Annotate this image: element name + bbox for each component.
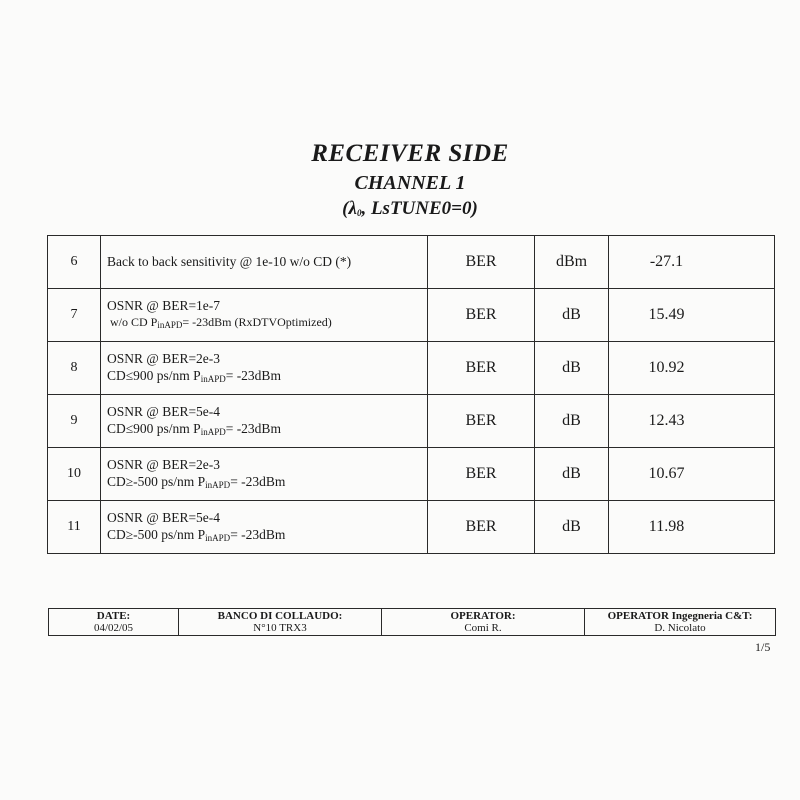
row-number: 11 <box>48 501 101 554</box>
description-line: OSNR @ BER=5e-4 <box>107 509 221 525</box>
parameter-cell: BER <box>428 342 535 395</box>
parameter-cell: BER <box>428 448 535 501</box>
description-condition: CD≥-500 ps/nm $P_{inAPD}= -23dBm$ <box>107 473 286 490</box>
value-cell: 10.67 <box>609 448 775 501</box>
unit-cell: dB <box>535 448 609 501</box>
date-value: 04/02/05 <box>93 622 134 634</box>
description-condition: CD≤900 ps/nm $P_{inAPD}= -23dBm$ <box>107 367 281 384</box>
table-row <box>48 448 775 501</box>
table-row <box>48 289 775 342</box>
parameter-cell: BER <box>428 501 535 554</box>
parameter-cell: BER <box>428 236 535 289</box>
page-subtitle: CHANNEL 1 <box>354 172 466 194</box>
date-cell <box>49 609 179 636</box>
description-line: OSNR @ BER=2e-3 <box>107 350 221 366</box>
table-row <box>48 342 775 395</box>
bench-cell <box>179 609 382 636</box>
unit-cell: dB <box>535 501 609 554</box>
parameter-cell: BER <box>428 395 535 448</box>
operator-value: Comi R. <box>464 622 502 634</box>
operator-label: OPERATOR: <box>450 610 516 622</box>
test-description <box>101 448 428 501</box>
value-cell: 12.43 <box>609 395 775 448</box>
bench-label: BANCO DI COLLAUDO: <box>217 610 343 622</box>
operator-cell <box>382 609 585 636</box>
description-line: Back to back sensitivity @ 1e-10 w/o CD (*) <box>107 253 352 269</box>
row-number: 8 <box>48 342 101 395</box>
unit-cell: dBm <box>535 236 609 289</box>
table-row <box>48 236 775 289</box>
parameter-cell: BER <box>428 289 535 342</box>
row-number: 6 <box>48 236 101 289</box>
value-cell: -27.1 <box>609 236 775 289</box>
description-line: OSNR @ BER=5e-4 <box>107 403 221 419</box>
value-cell: 15.49 <box>609 289 775 342</box>
table-row <box>48 501 775 554</box>
description-condition: w/o CD $P_{inAPD}= -23dBm$ (RxDTVOptimized) <box>110 315 332 331</box>
description-line: OSNR @ BER=2e-3 <box>107 456 221 472</box>
page-number: 1/5 <box>755 640 771 654</box>
description-condition: CD≤900 ps/nm $P_{inAPD}= -23dBm$ <box>107 420 281 437</box>
engineering-operator-value: D. Nicolato <box>654 622 706 634</box>
description-condition: CD≥-500 ps/nm $P_{inAPD}= -23dBm$ <box>107 526 286 543</box>
signature-footer <box>48 608 776 636</box>
unit-cell: dB <box>535 395 609 448</box>
test-description <box>101 501 428 554</box>
measurements-table <box>47 235 775 554</box>
test-description <box>101 289 428 342</box>
engineering-operator-label: OPERATOR Ingegneria C&T: <box>607 610 753 622</box>
date-label: DATE: <box>96 610 131 622</box>
row-number: 9 <box>48 395 101 448</box>
engineering-operator-cell <box>585 609 776 636</box>
value-cell: 10.92 <box>609 342 775 395</box>
test-condition: ($\lambda_0$, LsTUNE0=0) <box>342 198 478 219</box>
test-description <box>101 395 428 448</box>
unit-cell: dB <box>535 342 609 395</box>
row-number: 10 <box>48 448 101 501</box>
row-number: 7 <box>48 289 101 342</box>
description-line: OSNR @ BER=1e-7 <box>107 298 221 314</box>
table-row <box>48 395 775 448</box>
test-description <box>101 342 428 395</box>
bench-value: N°10 TRX3 <box>253 622 307 634</box>
unit-cell: dB <box>535 289 609 342</box>
value-cell: 11.98 <box>609 501 775 554</box>
test-description <box>101 236 428 289</box>
page-title: RECEIVER SIDE <box>311 140 509 167</box>
